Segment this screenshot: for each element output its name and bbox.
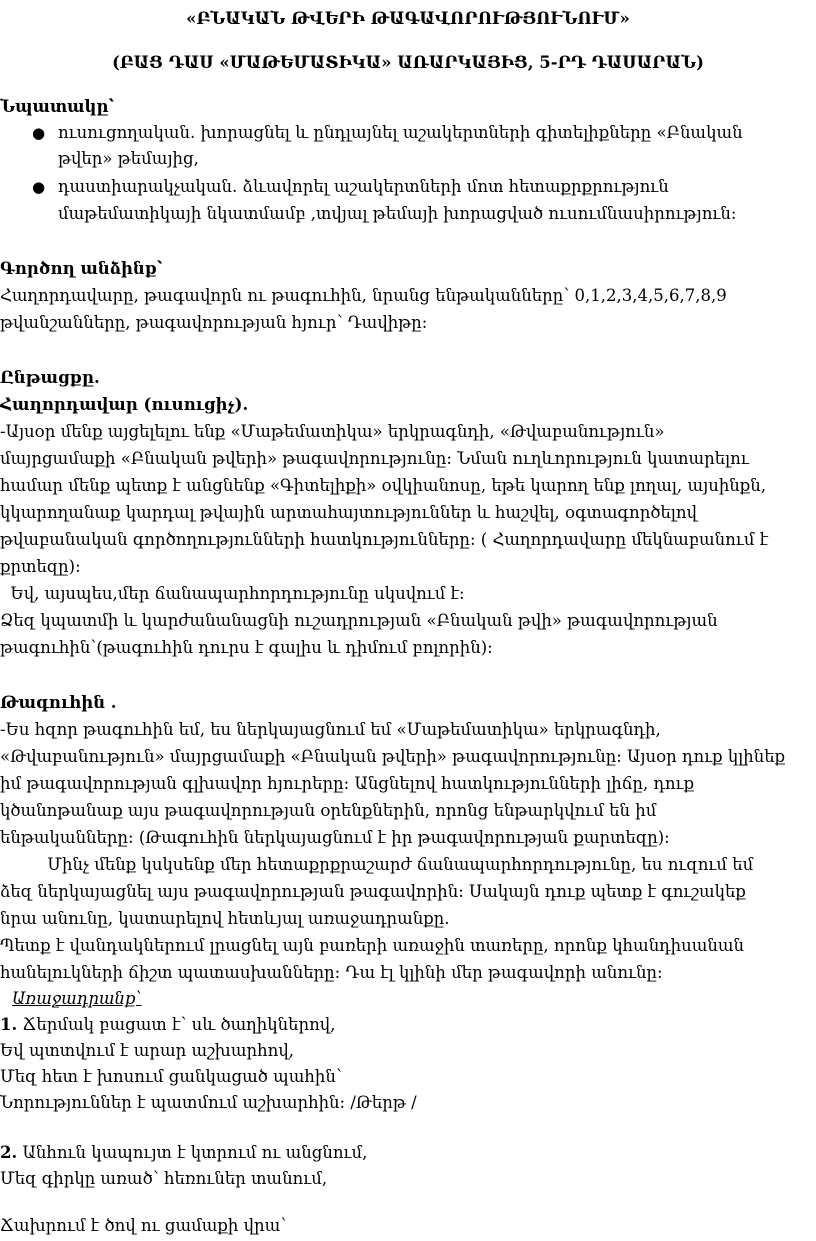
riddle-2-line-4: Ճախրում է ծով ու ցամաքի վրա՝ xyxy=(0,1216,287,1235)
characters-line-2: թվանշանները, թագավորության հյուր՝ Դավիթը: xyxy=(0,313,428,332)
document-title: «ԲՆԱԿԱՆ ԹՎԵՐԻ ԹԱԳԱՎՈՐՈՒԹՅՈՒՆՈՒՄ» xyxy=(186,9,630,28)
queen-line-3: իմ թագավորության գլխավոր հյուրերը: Անցնելով հատկությունների լիճը, դուք xyxy=(0,774,695,793)
queen-line-7: ձեզ ներկայացնել այս թագավորության թագավորին: Սակայն դուք պետք է գուշակեք xyxy=(0,882,746,901)
host-line-8: Ձեզ կպատմի և կարժանանացնի ուշադրության «Բնական թվի» թագավորության xyxy=(0,611,718,630)
riddle-1-number: 1. xyxy=(0,1015,18,1034)
host-line-9: թագուհին՝(թագուհին դուրս է գալիս և դիմում բոլորին): xyxy=(0,638,493,657)
host-line-6: քրտեզը): xyxy=(0,557,81,576)
queen-line-10: հանելուկների ճիշտ պատասխանները: Դա էլ կլինի մեր թագավորի անունը: xyxy=(0,963,663,982)
queen-line-8: նրա անունը, կատարելով հետևյալ առաջադրանքը. xyxy=(0,909,450,928)
riddle-2-text: Անհուն կապույտ է կտրում ու անցնում, xyxy=(17,1143,368,1162)
task-label: Առաջադրանք՝ xyxy=(12,989,142,1008)
riddle-2-line-2: Մեզ գիրկը առած՝ հեռուներ տանում, xyxy=(0,1169,328,1188)
bullet-icon: ● xyxy=(32,124,46,142)
queen-line-4: կծանոթանաք այս թագավորության օրենքներին, որոնց ենթարկվում են իմ xyxy=(0,801,657,820)
host-line-5: թվաբանական գործողությունների հատկությունները: ( Հաղորդավարը մեկնաբանում է xyxy=(0,530,769,549)
goal-bullet-2-line-2: մաթեմատիկայի նկատմամբ ,տվյալ թեմայի խորացված ուսումնասիրություն: xyxy=(58,204,737,223)
bullet-icon: ● xyxy=(32,178,46,196)
queen-line-1: -Ես հզոր թագուհին եմ, ես ներկայացնում եմ «Մաթեմատիկա» երկրագնդի, xyxy=(0,720,661,739)
queen-line-5: ենթականները: (Թագուհին ներկայացնում է իր թագավորության քարտեզը): xyxy=(0,828,670,847)
goal-bullet-1-line-1: ուսուցողական. խորացնել և ընդլայնել աշակերտների գիտելիքները «Բնական xyxy=(58,123,743,142)
riddle-1-text: Ճերմակ բացատ է՝ սև ծաղիկներով, xyxy=(17,1015,336,1034)
queen-heading: Թագուհին . xyxy=(0,693,117,712)
riddle-1-line-4: Նորություններ է պատմում աշխարհին: /Թերթ / xyxy=(0,1093,417,1112)
queen-line-6: Մինչ մենք կսկսենք մեր հետաքրքրաշարժ ճանապարհորդությունը, ես ուզում եմ xyxy=(0,855,754,874)
riddle-2-number: 2. xyxy=(0,1143,18,1162)
riddle-2-line-1 xyxy=(0,1142,367,1164)
host-heading: Հաղորդավար (ուսուցիչ). xyxy=(0,395,249,414)
process-heading: Ընթացքը. xyxy=(0,368,100,387)
queen-line-2: «Թվաբանություն» մայրցամաքի «Բնական թվերի» թագավորությունը: Այսօր դուք կլինեք xyxy=(0,747,786,766)
host-line-4: կկարողանաք կարդալ թվային արտահայտություններ և հաշվել, օգտագործելով xyxy=(0,503,697,522)
characters-line-1: Հաղորդավարը, թագավորն ու թագուհին, նրանց ենթականները՝ 0,1,2,3,4,5,6,7,8,9 xyxy=(0,286,727,305)
queen-line-9: Պետք է վանդակներում լրացնել այն բառերի առաջին տառերը, որոնք կհանդիսանան xyxy=(0,936,745,955)
riddle-1-line-2: Եվ պտտվում է արար աշխարհով, xyxy=(0,1041,294,1060)
goal-bullet-1-line-2: թվեր» թեմայից, xyxy=(58,149,199,168)
document-subtitle: (ԲԱՑ ԴԱՍ «ՄԱԹԵՄԱՏԻԿԱ» ԱՌԱՐԿԱՅԻՑ, 5-ՐԴ ԴԱՍԱՐԱՆ) xyxy=(112,53,704,72)
host-line-2: մայրցամաքի «Բնական թվերի» թագավորությունը: Նման ուղևորություն կատարելու xyxy=(0,449,749,468)
host-line-1: -Այսօր մենք այցելելու ենք «Մաթեմատիկա» երկրագնդի, «Թվաբանություն» xyxy=(0,422,665,441)
host-line-3: համար մենք պետք է անցնենք «Գիտելիքի» օվկիանոսը, եթե կարող ենք լողալ, այսինքն, xyxy=(0,476,767,495)
goal-heading: Նպատակը՝ xyxy=(0,97,114,116)
goal-bullet-2-line-1: դաստիարակչական. ձևավորել աշակերտների մոտ հետաքրքրություն xyxy=(58,177,669,196)
riddle-1-line-3: Մեզ հետ է խոսում ցանկացած պահին՝ xyxy=(0,1067,342,1086)
riddle-1-line-1 xyxy=(0,1014,335,1036)
host-line-7: Եվ, այսպես,մեր ճանապարհորդությունը սկսվում է: xyxy=(0,584,465,603)
characters-heading: Գործող անձինք՝ xyxy=(0,259,163,278)
